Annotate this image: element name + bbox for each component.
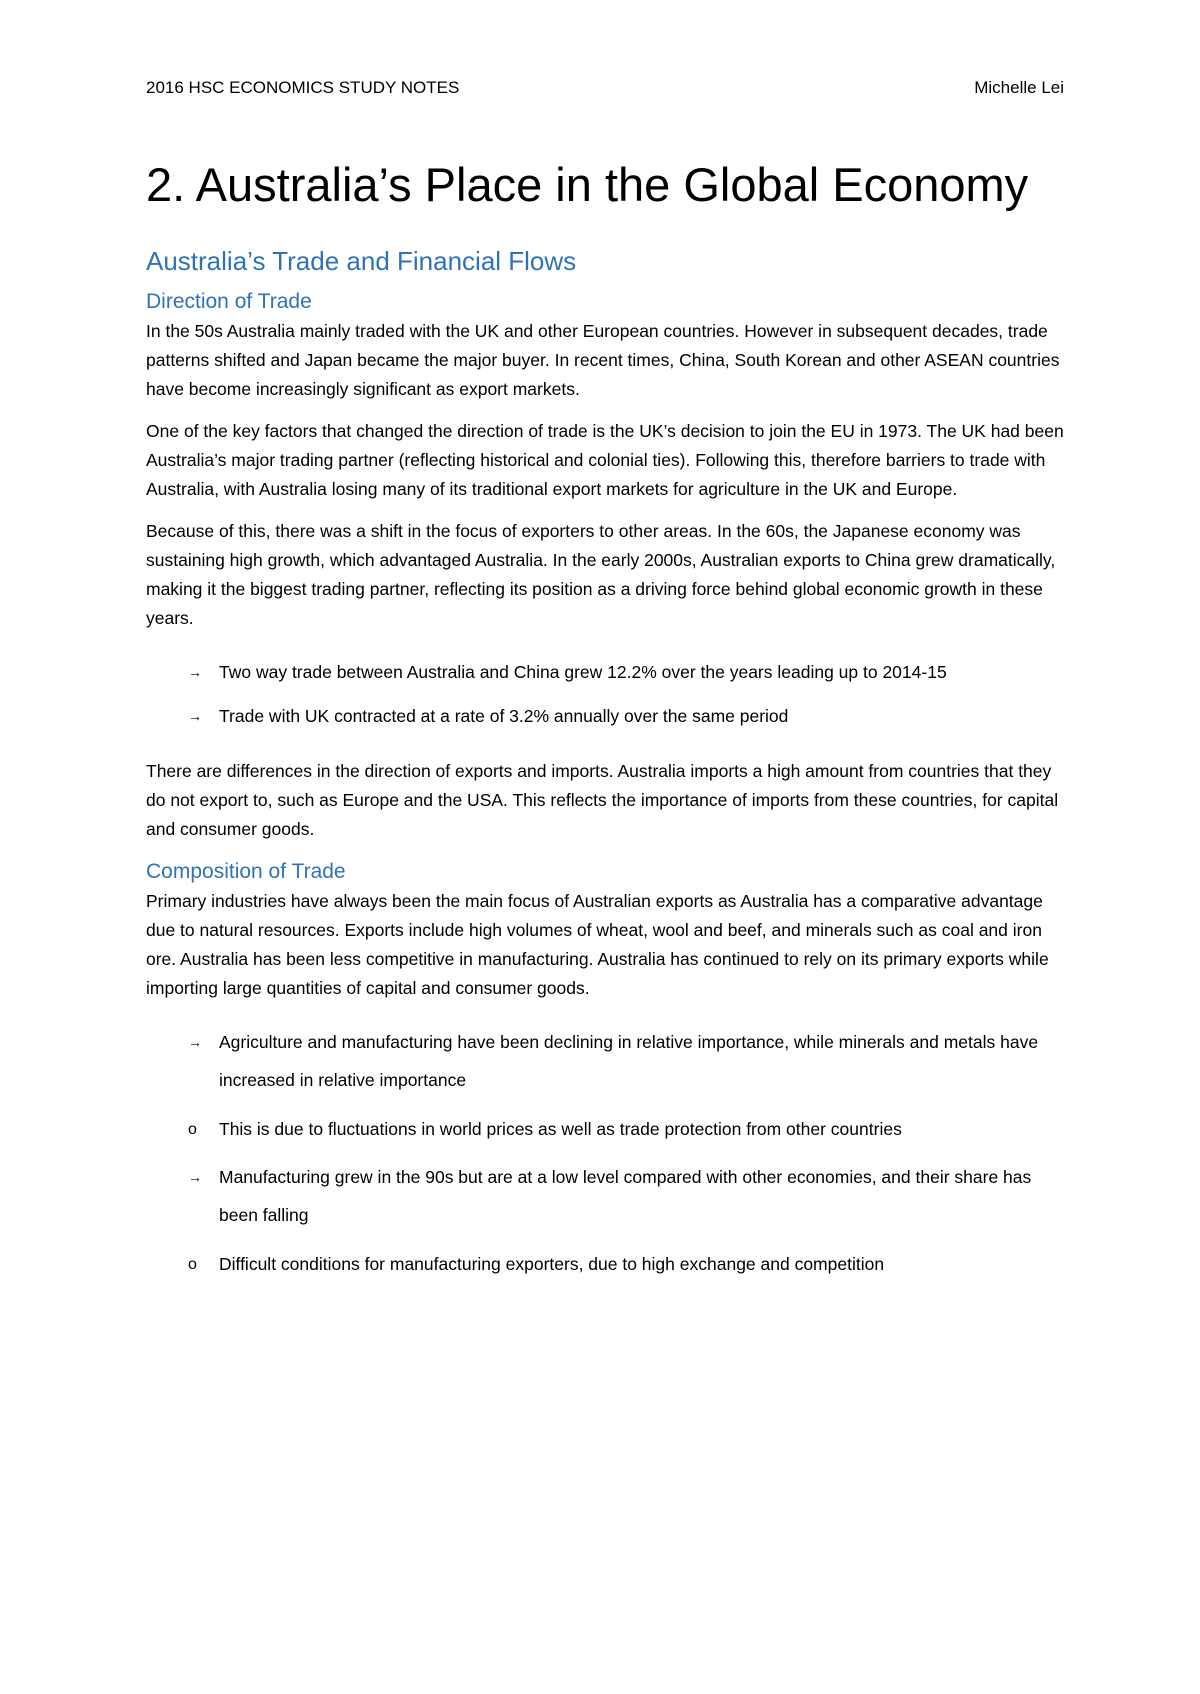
arrow-bullet-icon: → (188, 664, 202, 680)
composition-bullet-list (146, 1023, 1064, 1099)
direction-bullet-list (146, 653, 1064, 735)
list-item-text: Manufacturing grew in the 90s but are at a low level compared with other economies, and their share has been falling (219, 1167, 1032, 1225)
composition-sub-list-2 (146, 1250, 1064, 1279)
paragraph-direction-1: In the 50s Australia mainly traded with the UK and other European countries. However in subsequent decades, trade patterns shifted and Japan became the major buyer. In recent times, China, South Korean and other ASEAN countries have become increasingly significant as export markets. (146, 321, 1060, 399)
sub-list-item-text: This is due to fluctuations in world prices as well as trade protection from other countries (219, 1119, 902, 1139)
header-author: Michelle Lei (974, 78, 1064, 97)
header-title: 2016 HSC ECONOMICS STUDY NOTES (146, 78, 460, 97)
sub-list-item (188, 1115, 1064, 1144)
arrow-bullet-icon: → (188, 708, 202, 724)
section-heading-trade-financial-flows: Australia’s Trade and Financial Flows (146, 246, 577, 276)
subheading-composition-of-trade: Composition of Trade (146, 860, 346, 883)
paragraph-direction-3: Because of this, there was a shift in the focus of exporters to other areas. In the 60s, the Japanese economy was sustaining high growth, which advantaged Australia. In the early 2000s, Australian exports to China grew dramatically, making it the biggest trading partner, reflecting its position as a driving force behind global economic growth in these years. (146, 521, 1056, 628)
paragraph-composition-1: Primary industries have always been the main focus of Australian exports as Australia has a comparative advantage due to natural resources. Exports include high volumes of wheat, wool and beef, and minerals such as coal and iron ore. Australia has been less competitive in manufacturing. Australia has continued to rely on its primary exports while importing large quantities of capital and consumer goods. (146, 891, 1049, 998)
subheading-direction-of-trade: Direction of Trade (146, 290, 312, 313)
document-title: 2. Australia’s Place in the Global Economy (146, 158, 1029, 211)
paragraph-direction-4: There are differences in the direction of exports and imports. Australia imports a high amount from countries that they do not export to, such as Europe and the USA. This reflects the importance of imports from these countries, for capital and consumer goods. (146, 761, 1059, 839)
paragraph-direction-2: One of the key factors that changed the direction of trade is the UK’s decision to join the EU in 1973. The UK had been Australia’s major trading partner (reflecting historical and colonial ties). Following this, therefore barriers to trade with Australia, with Australia losing many of its traditional export markets for agriculture in the UK and Europe. (146, 421, 1064, 499)
list-item (188, 1023, 1064, 1099)
list-item-text: Two way trade between Australia and China grew 12.2% over the years leading up to 2014-15 (219, 662, 947, 682)
circle-bullet-icon: o (188, 1256, 197, 1273)
arrow-bullet-icon: → (188, 1034, 202, 1050)
circle-bullet-icon: o (188, 1121, 197, 1138)
arrow-bullet-icon: → (188, 1169, 202, 1185)
page-header (146, 76, 1064, 100)
sub-list-item-text: Difficult conditions for manufacturing exporters, due to high exchange and competition (219, 1254, 885, 1274)
list-item (188, 697, 1064, 735)
list-item (188, 653, 1064, 691)
list-item-text: Trade with UK contracted at a rate of 3.2% annually over the same period (219, 706, 789, 726)
sub-list-item (188, 1250, 1064, 1279)
list-item (188, 1158, 1064, 1234)
composition-bullet-list-2 (146, 1158, 1064, 1234)
composition-sub-list-1 (146, 1115, 1064, 1144)
list-item-text: Agriculture and manufacturing have been declining in relative importance, while minerals and metals have increased in relative importance (219, 1032, 1039, 1090)
